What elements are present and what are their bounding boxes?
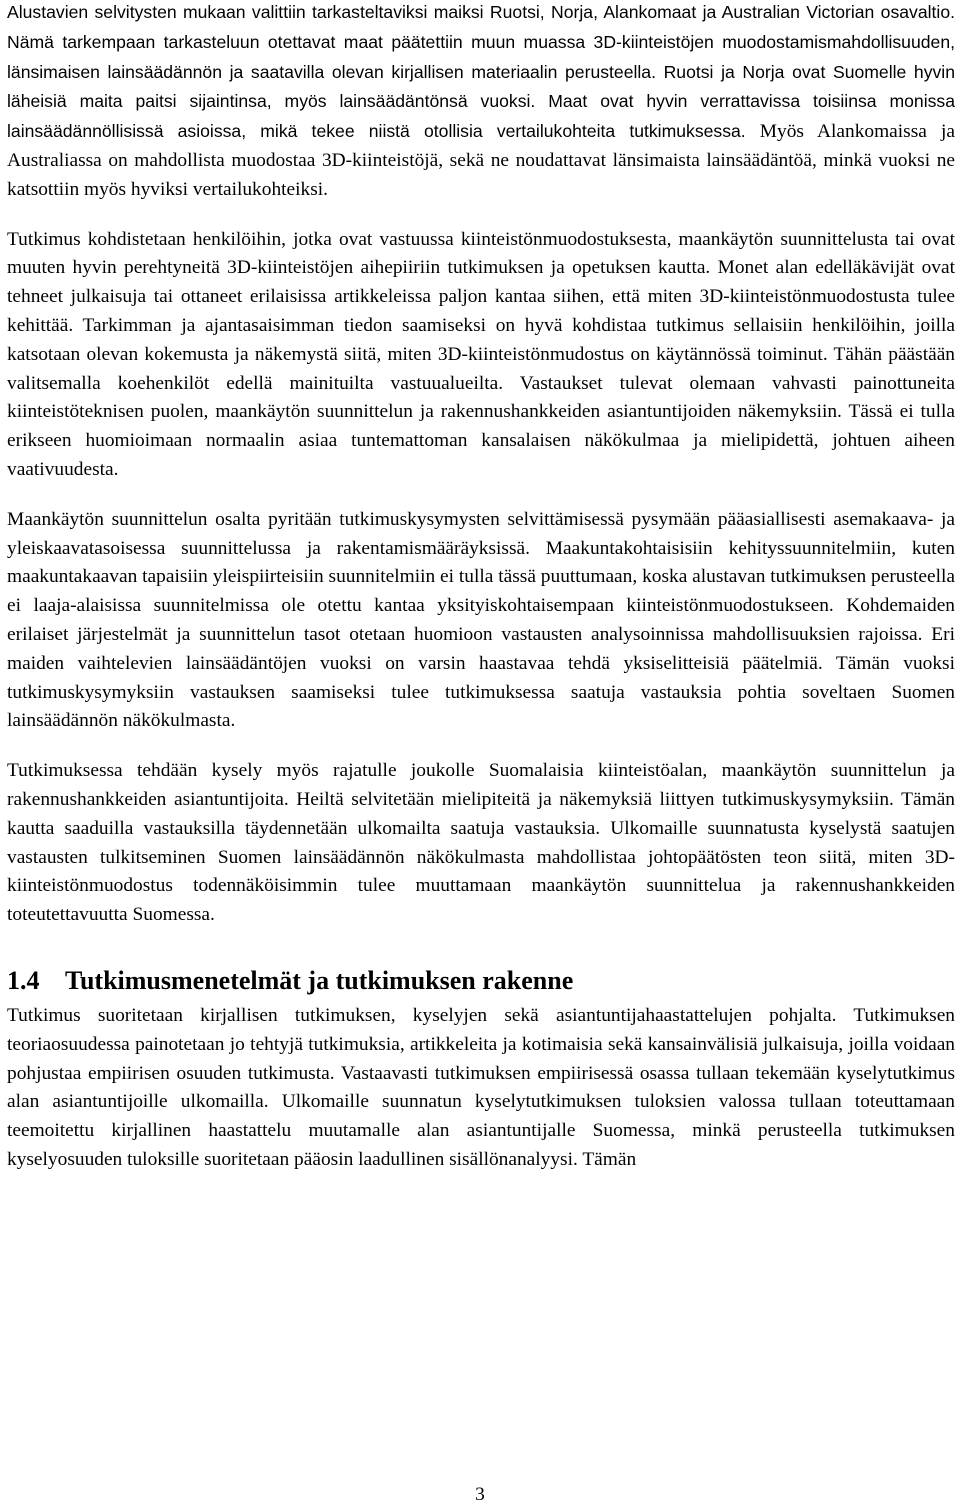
paragraph-sans-run: Alustavien selvitysten mukaan valittiin tarkasteltaviksi maiksi Ruotsi, Norja, Alankomaat ja Australian Victorian osavaltio. Nämä tarkempaan tarkasteluun otettavat maat päätettiin muun muassa 3D-kiinteistöjen muodostamismahdollisuuden, länsimaisen lainsäädännön ja saatavilla olevan kirjallisen materiaalin perusteella. Ruotsi ja Norja ovat Suomelle hyvin läheisiä maita paitsi sijaintinsa, myös lainsäädäntönsä vuoksi. Maat ovat hyvin verrattavissa toisiinsa monissa lainsäädännöllisissä asioissa, mikä tekee niistä otollisia vertailukohteita tutkimuksessa.: [7, 2, 955, 142]
paragraph-methods: [7, 1002, 955, 1175]
paragraph-target-group: [7, 226, 955, 485]
paragraph-country-selection: [7, 0, 955, 205]
paragraph-serif-run: Myös Alankomaissa ja Australiassa on mahdollista muodostaa 3D-kiinteistöjä, sekä ne noudattavat länsimaista lainsäädäntöä, minkä vuoksi ne katsottiin myös hyviksi vertailukohteiksi.: [7, 121, 955, 200]
paragraph-text: Tutkimus kohdistetaan henkilöihin, jotka ovat vastuussa kiinteistönmuodostuksesta, maankäytön suunnittelusta tai ovat muuten hyvin perehtyneitä 3D-kiinteistöjen aihepiiriin tutkimuksen ja opetuksen kautta. Monet alan edelläkävijät ovat tehneet julkaisuja tai ottaneet erilaisissa artikkeleissa paljon kantaa siihen, että miten 3D-kiinteistönmuodostusta tulee kehittää. Tarkimman ja ajantasaisimman tiedon saamiseksi on hyvä kohdistaa tutkimus sellaisiin henkilöihin, joilla katsotaan olevan kokemusta ja näkemystä siitä, miten 3D-kiinteistönmudostus on käytännössä toiminut. Tähän päästään valitsemalla koehenkilöt edellä mainituilta vastuualueilta. Vastaukset tulevat olemaan vahvasti painottuneita kiinteistöteknisen puolen, maankäytön suunnittelun ja rakennushankkeiden asiantuntijoiden näkemyksiin. Tässä ei tulla erikseen huomioimaan normaalin asiaa tuntemattoman kansalaisen näkökulmaa ja mielipidettä, johtuen aiheen vaativuudesta.: [7, 228, 955, 480]
section-heading: [7, 964, 955, 998]
section-title: Tutkimusmenetelmät ja tutkimuksen rakenne: [65, 965, 574, 995]
page-number: 3: [475, 1484, 485, 1505]
paragraph-text: Tutkimuksessa tehdään kysely myös rajatulle joukolle Suomalaisia kiinteistöalan, maankäytön suunnittelun ja rakennushankkeiden asiantuntijoita. Heiltä selvitetään mielipiteitä ja näkemyksiä liittyen tutkimuskysymyksiin. Tämän kautta saaduilla vastauksilla täydennetään ulkomailta saatuja vastauksia. Ulkomaille suunnatusta kyselystä saatujen vastausten tulkitseminen Suomen lainsäädännön näkökulmasta mahdollistaa johtopäätösten teon siitä, miten 3D-kiinteistönmuodostus todennäköisimmin tulee muuttamaan maankäytön suunnittelua ja rakennushankkeiden toteutettavuutta Suomessa.: [7, 760, 955, 926]
paragraph-domestic-survey: [7, 757, 955, 930]
paragraph-land-use-planning: [7, 506, 955, 736]
document-page: [7, 0, 955, 1175]
paragraph-text: Tutkimus suoritetaan kirjallisen tutkimuksen, kyselyjen sekä asiantuntijahaastattelujen pohjalta. Tutkimuksen teoriaosuudessa painotetaan jo tehtyjä tutkimuksia, artikkeleita ja kotimaisia sekä kansainvälisiä julkaisuja, joilla voidaan pohjustaa empiirisen osuuden tutkimusta. Vastaavasti tutkimuksen empiirisessä osassa tullaan tekemään kyselytutkimus alan asiantuntijoille ulkomailla. Ulkomaille suunnatun kyselytutkimuksen tuloksien valossa tullaan toteuttamaan teemoitettu kirjallinen haastattelu muutamalle alan asiantuntijalle Suomessa, minkä perusteella tutkimuksen kyselyosuuden tuloksille suoritetaan pääosin laadullinen sisällönanalyysi. Tämän: [7, 1004, 955, 1170]
section-number: 1.4: [7, 965, 40, 995]
paragraph-text: Maankäytön suunnittelun osalta pyritään tutkimuskysymysten selvittämisessä pysymään pääasiallisesti asemakaava- ja yleiskaavatasoisessa suunnittelussa ja rakentamismääräyksissä. Maakuntakohtaisisiin kehityssuunnitelmiin, kuten maakuntakaavan tapaisiin yleispiirteisiin suunnitelmiin ei tulla tässä puuttumaan, koska alustavan tutkimuksen perusteella ei laaja-alaisissa suunnitelmissa ole otettu kantaa yksityiskohtaisempaan kiinteistönmuodostukseen. Kohdemaiden erilaiset järjestelmät ja suunnittelun tasot otetaan huomioon vastausten analysoinnissa mahdollisuuksien rajoissa. Eri maiden vaihtelevien lainsäädäntöjen vuoksi on varsin haastavaa tehdä yksiselitteisiä päätelmiä. Tämän vuoksi tutkimuskysymyksiin vastauksen saamiseksi tulee tutkimuksessa saatuja vastauksia pohtia soveltaen Suomen lainsäädännön näkökulmasta.: [7, 508, 955, 732]
